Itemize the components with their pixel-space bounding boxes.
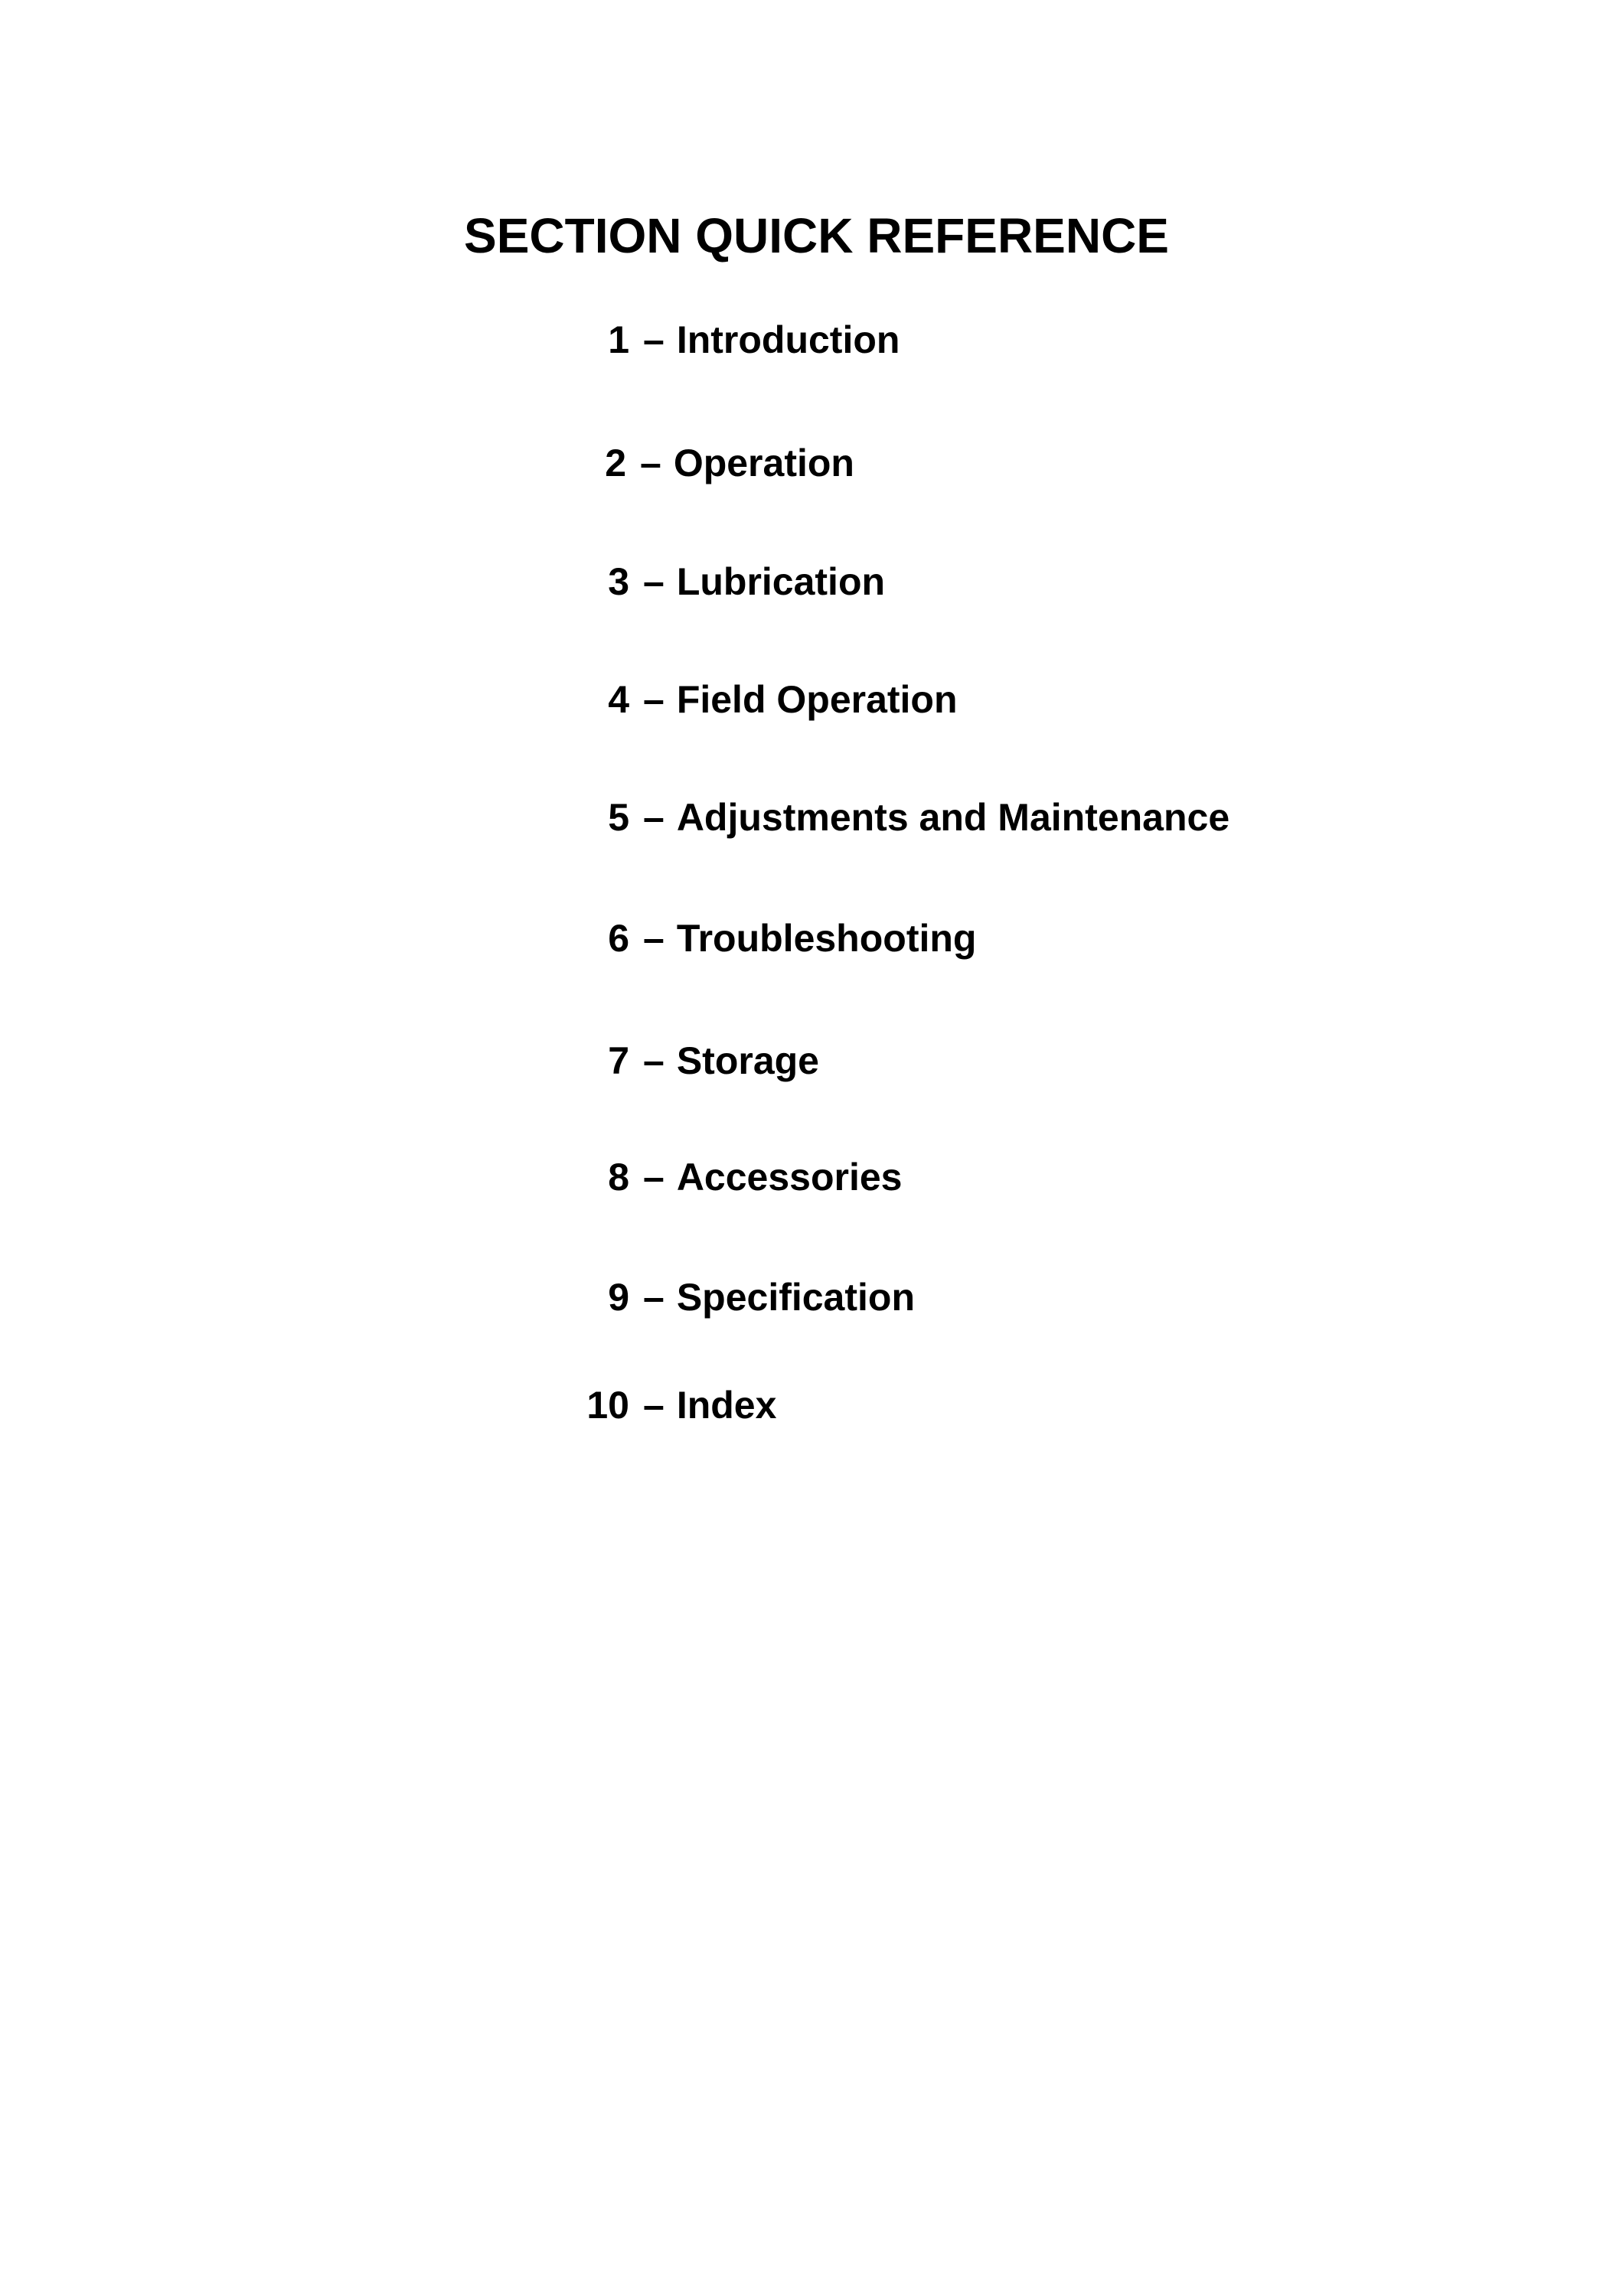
section-label: Field Operation [676, 678, 958, 721]
section-number: 4 [608, 678, 629, 721]
toc-item-index[interactable] [583, 1382, 776, 1428]
toc-item-accessories[interactable] [583, 1154, 902, 1200]
toc-item-lubrication[interactable] [583, 559, 885, 605]
section-number: 10 [586, 1384, 629, 1427]
section-number: 5 [608, 796, 629, 839]
section-separator: – [643, 1156, 665, 1199]
toc-item-specification[interactable] [583, 1274, 915, 1320]
section-separator: – [643, 318, 665, 361]
section-number: 7 [608, 1039, 629, 1082]
section-number: 1 [608, 318, 629, 361]
section-separator: – [643, 1039, 665, 1082]
toc-item-adjustments-and-maintenance[interactable] [583, 794, 1229, 840]
section-number: 9 [608, 1276, 629, 1319]
section-number: 3 [608, 560, 629, 603]
section-label: Storage [676, 1039, 819, 1082]
toc-item-storage[interactable] [583, 1038, 819, 1084]
toc-item-introduction[interactable] [583, 317, 900, 363]
toc-item-field-operation[interactable] [583, 677, 958, 722]
section-label: Troubleshooting [676, 917, 977, 960]
section-number: 8 [608, 1156, 629, 1199]
section-separator: – [643, 917, 665, 960]
section-separator: – [643, 560, 665, 603]
page-title: SECTION QUICK REFERENCE [464, 208, 1169, 263]
section-label: Specification [676, 1276, 915, 1319]
section-label: Lubrication [676, 560, 886, 603]
section-label: Operation [673, 442, 854, 484]
section-separator: – [643, 1384, 665, 1427]
toc-item-troubleshooting[interactable] [583, 915, 976, 961]
section-separator: – [640, 442, 661, 484]
section-label: Adjustments and Maintenance [676, 796, 1230, 839]
section-label: Index [676, 1384, 777, 1427]
toc-item-operation[interactable] [580, 440, 854, 486]
section-number: 6 [608, 917, 629, 960]
section-number: 2 [605, 442, 626, 484]
section-label: Introduction [676, 318, 900, 361]
section-separator: – [643, 1276, 665, 1319]
section-separator: – [643, 678, 665, 721]
section-label: Accessories [676, 1156, 903, 1199]
section-separator: – [643, 796, 665, 839]
